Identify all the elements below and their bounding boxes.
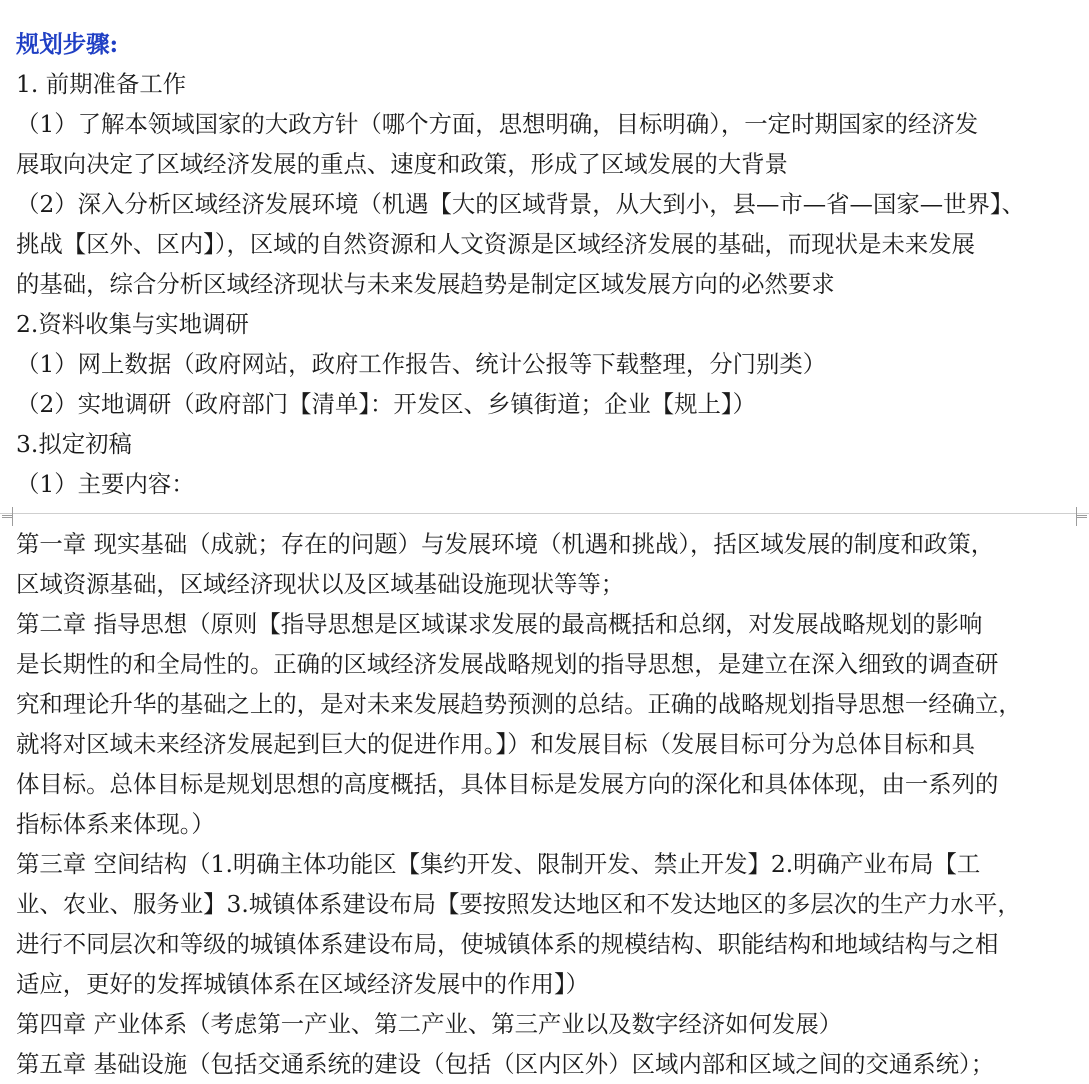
text-line: 第四章 产业体系（考虑第一产业、第二产业、第三产业以及数字经济如何发展） [16, 1010, 843, 1038]
page-break [0, 507, 1089, 521]
text-line: （1）了解本领域国家的大政方针（哪个方面，思想明确，目标明确），一定时期国家的经济发 [16, 110, 979, 138]
text-line: 展取向决定了区域经济发展的重点、速度和政策，形成了区域发展的大背景 [16, 150, 788, 178]
text-line: 第一章 现实基础（成就；存在的问题）与发展环境（机遇和挑战），括区域发展的制度和政策， [16, 530, 995, 558]
text-line: 业、农业、服务业】3.城镇体系建设布局【要按照发达地区和不发达地区的多层次的生产力水平， [16, 890, 1021, 918]
text-line: （1）网上数据（政府网站，政府工作报告、统计公报等下载整理，分门别类） [16, 350, 827, 378]
text-line: 进行不同层次和等级的城镇体系建设布局，使城镇体系的规模结构、职能结构和地域结构与之相 [16, 930, 999, 958]
text-line: 挑战【区外、区内】），区域的自然资源和人文资源是区域经济发展的基础，而现状是未来发展 [16, 230, 976, 258]
page-break-rule [0, 513, 1089, 514]
text-line: 适应，更好的发挥城镇体系在区域经济发展中的作用】） [16, 970, 590, 998]
text-line: （2）深入分析区域经济发展环境（机遇【大的区域背景，从大到小，县—市—省—国家—世界】、 [16, 190, 1025, 218]
text-line: 1. 前期准备工作 [16, 70, 187, 98]
text-line: 第二章 指导思想（原则【指导思想是区域谋求发展的最高概括和总纲，对发展战略规划的影响 [16, 610, 983, 638]
text-line: 是长期性的和全局性的。正确的区域经济发展战略规划的指导思想，是建立在深入细致的调查研 [16, 650, 999, 678]
text-line: 究和理论升华的基础之上的，是对未来发展趋势预测的总结。正确的战略规划指导思想一经确立， [16, 690, 1022, 718]
text-line: 区域资源基础，区域经济现状以及区域基础设施现状等等； [16, 570, 625, 598]
text-line: （1）主要内容： [16, 470, 195, 498]
text-line: 第三章 空间结构（1.明确主体功能区【集约开发、限制开发、禁止开发】2.明确产业布局【工 [16, 850, 981, 878]
text-line: 就将对区域未来经济发展起到巨大的促进作用。】）和发展目标（发展目标可分为总体目标和具 [16, 730, 976, 758]
text-line: 2.资料收集与实地调研 [16, 310, 249, 338]
document-page-top [0, 24, 1089, 504]
document-page-bottom [0, 524, 1089, 1084]
text-line: 3.拟定初稿 [16, 430, 132, 458]
text-line: 的基础，综合分析区域经济现状与未来发展趋势是制定区域发展方向的必然要求 [16, 270, 835, 298]
text-line: （2）实地调研（政府部门【清单】：开发区、乡镇街道；企业【规上】） [16, 390, 756, 418]
text-line: 体目标。总体目标是规划思想的高度概括，具体目标是发展方向的深化和具体体现，由一系列的 [16, 770, 999, 798]
text-line: 指标体系来体现。） [16, 810, 215, 838]
section-heading: 规划步骤: [16, 30, 119, 58]
text-line: 第五章 基础设施（包括交通系统的建设（包括（区内区外）区域内部和区域之间的交通系统）； [16, 1050, 995, 1078]
